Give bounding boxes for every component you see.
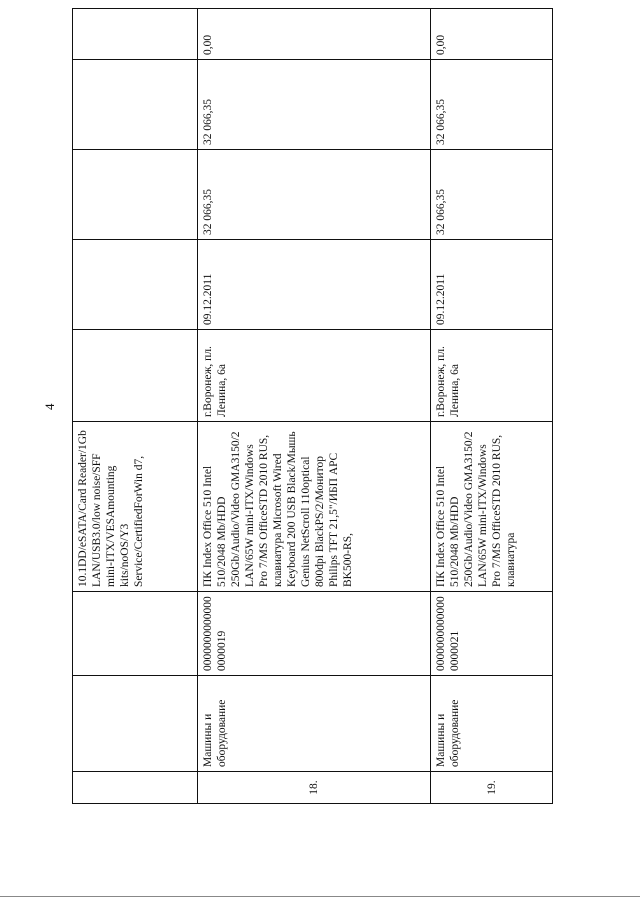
asset-name: 10.1DD/eSATA/Card Reader/1Gb LAN/USB3.0/low noise/SFF mini-ITX/VESAmounting kits/noOS/Y3 Service/CertifiedForWin d7, <box>73 422 198 592</box>
depreciation: 32 066,35 <box>431 60 553 150</box>
commission-date <box>73 240 198 330</box>
asset-name: ПК Index Office 510 Intel 510/2048 Mb/HDD 250Gb/Audio/Video GMA3150/2 LAN/65W mini-ITX/Windows Pro 7/MS OfficeSTD 2010 RUS, клавиатура Microsoft Wired Keyboard 200 USB Black/Мышь Genius NetScroll 110optical 800dpi BlackPS/2/Монитор Philips TFT 21,5"/ИБП APC BK500-RS, <box>198 422 431 592</box>
table-row <box>198 9 431 804</box>
table-row <box>73 9 198 804</box>
commission-date: 09.12.2011 <box>431 240 553 330</box>
asset-name: ПК Index Office 510 Intel 510/2048 Mb/HDD 250Gb/Audio/Video GMA3150/2 LAN/65W mini-ITX/Windows Pro 7/MS OfficeSTD 2010 RUS, клавиатура <box>431 422 553 592</box>
depreciation <box>73 60 198 150</box>
row-number <box>73 772 198 804</box>
residual-value: 0,00 <box>431 9 553 60</box>
inventory-number <box>73 592 198 676</box>
inventory-number: 00000000000000000021 <box>431 592 553 676</box>
rotated-table-page <box>72 9 552 804</box>
commission-date: 09.12.2011 <box>198 240 431 330</box>
asset-type: Машины и оборудование <box>198 676 431 772</box>
assets-table <box>72 8 553 804</box>
asset-address: г.Воронеж, пл. Ленина, 6а <box>431 330 553 422</box>
page-edge-line <box>0 896 640 897</box>
inventory-number: 00000000000000000019 <box>198 592 431 676</box>
initial-cost: 32 066,35 <box>431 150 553 240</box>
page-number: 4 <box>42 403 57 410</box>
asset-address <box>73 330 198 422</box>
asset-address: г.Воронеж, пл. Ленина, 6а <box>198 330 431 422</box>
asset-type <box>73 676 198 772</box>
initial-cost <box>73 150 198 240</box>
initial-cost: 32 066,35 <box>198 150 431 240</box>
row-number: 19. <box>431 772 553 804</box>
asset-type: Машины и оборудование <box>431 676 553 772</box>
table-row <box>431 9 553 804</box>
depreciation: 32 066,35 <box>198 60 431 150</box>
residual-value <box>73 9 198 60</box>
residual-value: 0,00 <box>198 9 431 60</box>
row-number: 18. <box>198 772 431 804</box>
